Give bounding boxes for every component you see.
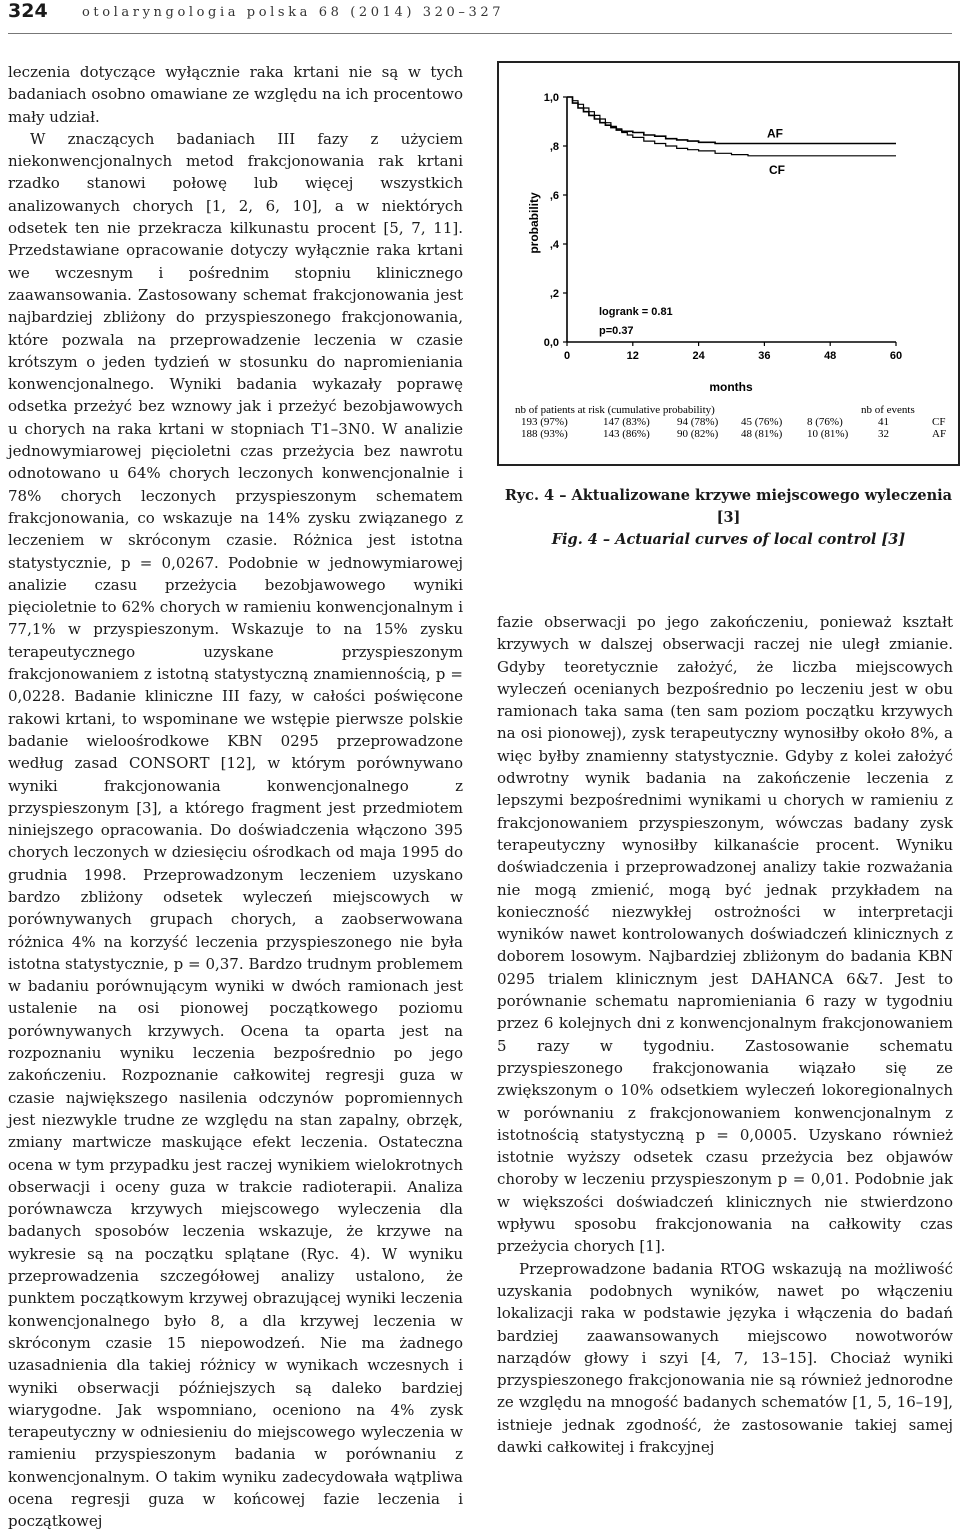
risk-row-arm: AF (932, 428, 947, 440)
survival-curve-af (567, 97, 896, 144)
risk-cell: 143 (86%) (603, 428, 650, 440)
survival-figure (497, 61, 960, 466)
curve-label-af: AF (767, 126, 783, 141)
header-rule (8, 33, 952, 34)
curve-label-cf: CF (769, 162, 785, 177)
y-axis-label: probability (527, 192, 541, 254)
survival-curve-cf (567, 97, 896, 156)
y-tick-label: ,2 (549, 288, 559, 300)
figure-captions (497, 485, 960, 551)
figure-caption-en: Fig. 4 – Actuarial curves of local control [3] (551, 531, 906, 548)
x-tick-label: 24 (692, 350, 705, 362)
y-tick-label: 1,0 (543, 92, 559, 104)
y-tick-label: ,6 (549, 190, 559, 202)
y-tick-label: ,8 (549, 141, 559, 153)
page-number: 324 (8, 0, 48, 22)
risk-cell: 48 (81%) (741, 428, 783, 440)
events-header: nb of events (861, 404, 915, 416)
paragraph: W znaczących badaniach III fazy z użyciem niekonwencjonalnych metod frakcjonowania rak krtani rzadko stanowi połowę lub więcej wszystkich analizowanych chorych [1, 2, 6, 10], a w niektórych odsetek ten nie przekracza kilkunastu procent [5, 7, 11]. Przedstawiane opracowanie dotyczy wyłącznie raka krtani we wczesnym i pośrednim stopniu klinicznego zaawansowania. Zastosowany schemat frakcjonowania jest najbardziej zbliżony do przyspieszonego frakcjonowania, które pozwala na przeprowadzenie leczenia w czasie krótszym o jeden tydzień w stosunku do napromieniania konwencjonalnego. Wyniki badania wykazały poprawę odsetka przeżyć bez wznowy jak i przeżyć bezobjawowych u chorych na raka krtani w stopniach T1–3N0. W analizie jednowymiarowej pięcioletni czas przeżycia bez nawrotu odnotowano u 64% chorych leczonych konwencjonalnie i 78% chorych leczonych przyspieszonym schematem frakcjonowania, co wskazuje na 14% zysku związanego z leczeniem w skróconym czasie. Różnica jest istotna statystycznie, p = 0,0267. Podobnie w jednowymiarowej analizie czasu przeżycia bezobjawowego wyniki pięcioletnie to 62% chorych w ramieniu konwencjonalnym i 77,1% w przyspieszonym. Wskazuje to na 15% zysku terapeutycznego uzyskane przyspieszonym frakcjonowaniem z istotną statystyczną znamiennością, p = 0,0228. Badanie kliniczne III fazy, w całości poświęcone rakowi krtani, to wspominane we wstępie pierwsze polskie badanie wieloośrodkowe KBN 0295 przeprowadzone według zasad CONSORT [12], w którym porównywano wyniki frakcjonowania konwencjonalnego z przyspieszonym [3], a którego fragment jest przedmiotem niniejszego opracowania. Do doświadczenia włączono 395 chorych leczonych w dziesięciu ośrodkach od maja 1995 do grudnia 1998. Przeprowadzonym leczeniem uzyskano bardzo zbliżony odsetek wyleczeń miejscowych w porównywanych grupach chorych, a zaobserwowana różnica 4% na korzyść leczenia przyspieszonego nie była istotna statystycznie, p = 0,37. Bardzo trudnym problemem w badaniu porównującym wyniki w dwóch ramionach jest ustalenie na osi pionowej początkowego poziomu porównywanych krzywych. Ocena ta oparta jest na rozpoznaniu wyniku leczenia bezpośrednio po jego zakończeniu. Rozpoznanie całkowitej regresji guza w czasie największego nasilenia odczynów popromiennych jest niezwykle trudne ze względu na stan zapalny, obrzęk, zmiany martwicze maskujące efekt leczenia. Ostateczna ocena w tym przypadku jest raczej wynikiem wielokrotnych obserwacji i oceny guza w trakcie radioterapii. Analiza porównawcza krzywych miejscowego wyleczenia dla badanych sposobów leczenia wskazuje, że krzywe na wykresie są na początku splątane (Ryc. 4). W wyniku przeprowadzenia szczegółowej analizy ustalono, że punktem początkowym krzywej obrazującej wyniki leczenia konwencjonalnego było 8, a dla krzywej leczenia w skróconym czasie 15 niepowodzeń. Nie ma żadnego uzasadnienia dla takiej różnicy w wynikach wczesnych i wyniki obserwacji późniejszych są daleko bardziej wiarygodne. Jak wspomniano, oceniono na 4% zysk terapeutyczny w odniesieniu do miejscowego wyleczenia w ramieniu przyspieszonym badania w porównaniu z konwencjonalnym. O takim wyniku zadecydowała wątpliwa ocena regresji guza w końcowej fazie leczenia i początkowej (8, 129, 463, 1531)
events-cell: 32 (878, 428, 889, 440)
risk-table-header: nb of patients at risk (cumulative probability) (515, 404, 715, 416)
risk-cell: 94 (78%) (677, 416, 719, 428)
risk-cell: 8 (76%) (807, 416, 843, 428)
journal-citation: otolaryngologia polska 68 (2014) 320–327 (82, 5, 505, 20)
y-tick-label: 0,0 (543, 337, 559, 349)
risk-cell: 188 (93%) (521, 428, 568, 440)
x-tick-label: 36 (758, 350, 771, 362)
x-tick-label: 60 (889, 350, 903, 362)
risk-cell: 10 (81%) (807, 428, 849, 440)
risk-cell: 90 (82%) (677, 428, 719, 440)
logrank-stat: logrank = 0.81 (599, 306, 673, 318)
risk-cell: 147 (83%) (603, 416, 650, 428)
paragraph: Przeprowadzone badania RTOG wskazują na możliwość uzyskania podobnych wyników, nawet po włączeniu lokalizacji raka w podstawie języka i włączenia do badań bardziej zaawansowanych miejscowo nowotworów narządów głowy i szyi [4, 7, 13–15]. Chociaż wyniki przyspieszonego frakcjonowania nie są również jednorodne ze względu na mnogość badanych schematów [1, 5, 16–19], istnieje jednak zgodność, że zastosowanie takiej samej dawki całkowitej i frakcyjnej (497, 1259, 953, 1456)
events-cell: 41 (878, 416, 889, 428)
x-axis-label: months (709, 380, 753, 394)
risk-cell: 193 (97%) (521, 416, 568, 428)
x-tick-label: 12 (626, 350, 639, 362)
km-chart (499, 63, 958, 464)
y-tick-label: ,4 (549, 239, 559, 251)
risk-row-arm: CF (932, 416, 946, 428)
paragraph: leczenia dotyczące wyłącznie raka krtani nie są w tych badaniach osobno omawiane ze względu na ich procentowo mały udział. (8, 63, 463, 126)
x-tick-label: 48 (824, 350, 837, 362)
paragraph: fazie obserwacji po jego zakończeniu, ponieważ kształt krzywych w dalszej obserwacji raczej nie uległ zmianie. Gdyby teoretycznie założyć, że liczba miejscowych wyleczeń ocenianych bezpośrednio po leczeniu jest w obu ramionach taka sama (ten sam poziom początku krzywych na osi pionowej), zysk terapeutyczny wynosiłby około 8%, a więc byłby znamienny statystycznie. Gdyby z kolei założyć odwrotny wynik badania na zakończenie leczenia z lepszymi bezpośrednimi wynikami u chorych w ramieniu z frakcjonowaniem przyspieszonym, wówczas badany zysk terapeutyczny wynosiłby kilkanaście procent. Wyniku doświadczenia i przeprowadzonej analizy takie rozważania nie mogą zmienić, mogą być jednak przykładem na konieczność niezwykłej ostrożności w interpretacji wyników nawet kontrolowanych doświadczeń klinicznych z doborem losowym. Najbardziej zbliżonym do badania KBN 0295 trialem klinicznym jest DAHANCA 6&7. Jest to porównanie schematu napromieniania 6 razy w tygodniu przez 6 kolejnych dni z konwencjonalnym frakcjonowaniem 5 razy w tygodniu. Zastosowanie schematu przyspieszonego frakcjonowania wiązało się ze zwiększonym o 10% odsetkiem wyleczeń lokoregionalnych w porównaniu z frakcjonowaniem konwencjonalnym z istotnością statystyczną p = 0,0005. Uzyskano również istotnie wyższy odsetek czasu przeżycia bez objawów choroby w leczeniu przyspieszonym p = 0,01. Podobnie jak w większości doświadczeń klinicznych nie stwierdzono wpływu sposobu frakcjonowania na całkowity czas przeżycia chorych [1]. (497, 613, 953, 1256)
risk-cell: 45 (76%) (741, 416, 783, 428)
figure-caption-pl: Ryc. 4 – Aktualizowane krzywe miejscowego wyleczenia [3] (504, 487, 953, 526)
p-value-stat: p=0.37 (599, 325, 634, 337)
x-tick-label: 0 (563, 350, 571, 362)
page-header (8, 0, 960, 30)
right-column (497, 611, 953, 1458)
left-column (8, 61, 463, 1533)
